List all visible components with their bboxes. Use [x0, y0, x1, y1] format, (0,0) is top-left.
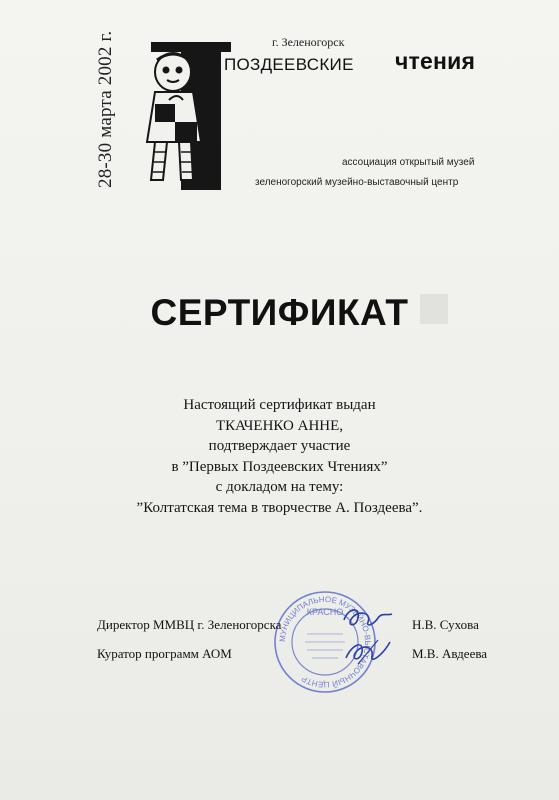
festival-logo [133, 30, 243, 190]
curator-position: Куратор программ АОМ [97, 646, 232, 661]
organizer-line-1: ассоциация открытый музей [342, 157, 475, 168]
stamp-inner-text: КРАСНО [306, 607, 344, 617]
body-line: с докладом на тему: [215, 479, 344, 495]
event-date: 28-30 марта 2002 г. [95, 30, 116, 188]
curator-name: М.В. Авдеева [412, 646, 488, 661]
recipient-name: ТКАЧЕНКО АННЕ, [215, 417, 344, 434]
director-name: Н.В. Сухова [412, 617, 479, 632]
event-name-secondary: чтения [395, 48, 476, 74]
event-name-primary: ПОЗДЕЕВСКИЕ [224, 55, 354, 74]
body-line: подтверждает участие [208, 438, 351, 454]
report-topic: ”Колтатская тема в творчестве А. Поздеева”. [136, 499, 423, 516]
certificate-title: СЕРТИФИКАТ [150, 292, 409, 333]
stamp-outer-text: МУНИЦИПАЛЬНОЕ МУЗЕЙНО-ВЫСТАВОЧНЫЙ ЦЕНТР [277, 594, 373, 690]
body-line: в ”Первых Поздеевских Чтениях” [171, 458, 388, 475]
body-line: Настоящий сертификат выдан [183, 397, 376, 413]
signature-marks [338, 600, 398, 670]
city-label: г. Зеленогорск [272, 35, 345, 49]
director-position: Директор ММВЦ г. Зеленогорска [97, 617, 282, 632]
organizer-line-2: зеленогорский музейно-выставочный центр [255, 177, 459, 188]
certificate-body [0, 395, 559, 518]
